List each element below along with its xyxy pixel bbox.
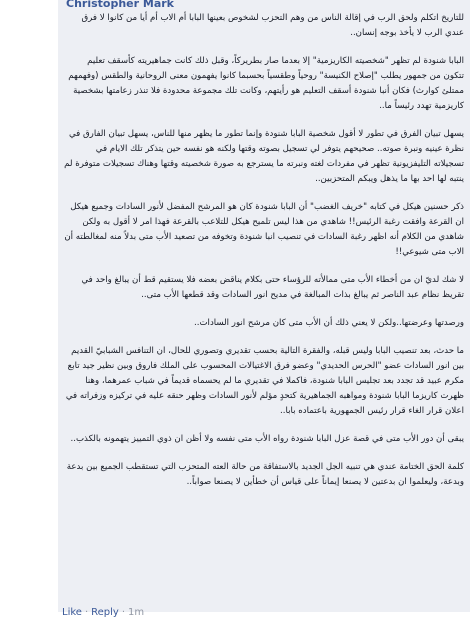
comment-paragraph: للتاريخ اتكلم ولحق الرب في إقالة الناس من وهم التحزب لشخوص بعينها البابا أم الاب أم أيا من كانوا لا فرق عندي الرب لا يأخذ بوجه إنسان..	[81, 13, 464, 38]
comment-paragraph: ذكر حسنين هيكل في كتابه "خريف الغضب" أن البابا شنودة كان هو المرشح المفضل لأنور السادات وجميع هيكل ان القرعة وافقت رغبة الرئيس!! شاهدي من هذا ليس تلميح هيكل للتلاعب بالقرعة فهذا امر لا أقول به ولكن شاهدي من الكلام أنه اظهر رغبة السادات في تنصيب انبا شنودة وتخوفه من تصعيد الأب متى بدلاً منه لمغالطته أن الاب متى شيوعي!!	[64, 202, 464, 257]
comment-bubble	[58, 0, 470, 618]
comment-timestamp[interactable]: 1m	[128, 607, 145, 618]
comment-paragraph: لا شك لديّ ان من أخطاء الأب متى ممالأته للرؤساء حتى بكلام يناقض بعضه فلا يستقيم قط أن يبالغ واحد في تقريظ نظام عبد الناصر ثم يبالغ بذات المبالغة في مديح انور السادات وقد قطعها الأب متى..	[81, 275, 464, 300]
comment-paragraph: يسهل تبيان الفرق في تطور لا أقول شخصية البابا شنودة وإنما تطور ما يظهر منها للناس، يسهل تبيان الفارق في نظرة عينيه ونبرة صوته.. صحيحهم يتوفر لي تسجيل بصوته وقتها ولكنه هو نفسه حين يتذكر تلك الايام في تسجيلاته التليفزيونية تظهر في مفردات لغته ونبرته ما يسترجع به صورة شخصيته وقتها وهناك تسجيلات متوفرة لم ينتبه لها احد بها ما يذهل ويبكم المتحزبين..	[64, 129, 464, 184]
separator-dot: ·	[84, 607, 89, 618]
separator-dot: ·	[121, 607, 126, 618]
reply-button[interactable]: Reply	[91, 607, 119, 618]
comment-paragraph: ما حدث، بعد تنصيب البابا وليس قبله، والفقرة التالية بحسب تقديري وتصوري للحال، ان التنافس الشبابيّ القديم بين انور السادات عضو "الحرس الحديدي" وعضو فرق الاغتيالات المحسوب على الملك فاروق وبين نظير جيد تابع مكرم عبيد قد تجدد بعد تجليس البابا شنودة، فاكملا في تقديري ما لم يحسماه قديماً في شباب عمرهما، وهنا ظهرت كاريزما البابا شنودة ومواهبه الجماهيرية كتحدٍ مؤلم لأنور السادات وظهر حنقه عليه في تركيزه وزفراته في اعلان قرار الغاء قرار رئيس الجمهورية باعتماده بابا..	[65, 346, 464, 416]
comment-author-link[interactable]: Christopher Mark	[66, 0, 174, 10]
comment-paragraph: يبقى أن دور الأب متى في قصة عزل البابا شنودة رواه الأب متى نفسه ولا أظن ان ذوي التمييز يتهمونه بالكذب..	[70, 434, 464, 444]
comment-actions	[62, 607, 144, 618]
comment-paragraph: البابا شنودة لم تظهر "شخصيته الكاريزمية" إلا بعدما صار بطريركاً، وقبل ذلك كانت جماهيريته كأسقف تعليم تتكون من جمهور يطلب "إصلاح الكنيسة" روحياً وطقسياً بحسبما كانوا يفهمون معنى الروحانية والطقس (وفهمهم ممتلئ كوارث) فكان أنبا شنودة أسقف التعليم هو رأيتهم، وكانت تلك مجموعة محدودة فلا تنذر زعامتها بشخصية كاريزمية تهدد رئيساً ما..	[68, 56, 464, 111]
comment-body	[62, 11, 466, 490]
comment-paragraph: ورصدتها وعرضتها..ولكن لا يعني ذلك أن الأب متى كان مرشح انور السادات..	[194, 318, 464, 328]
comment-paragraph: كلمة الحق الختامة عندي هي تنبيه الجل الجديد بالاستفاقة من حالة العته المتحزب التي تستقطب الجميع بين بدعة وبدعة، وليعلموا ان بدعتين لا يصنعا إيماناً على قياس أن خطأين لا يصنعا صواباً..	[66, 462, 464, 487]
avatar[interactable]	[4, 2, 56, 612]
like-button[interactable]: Like	[62, 607, 82, 618]
